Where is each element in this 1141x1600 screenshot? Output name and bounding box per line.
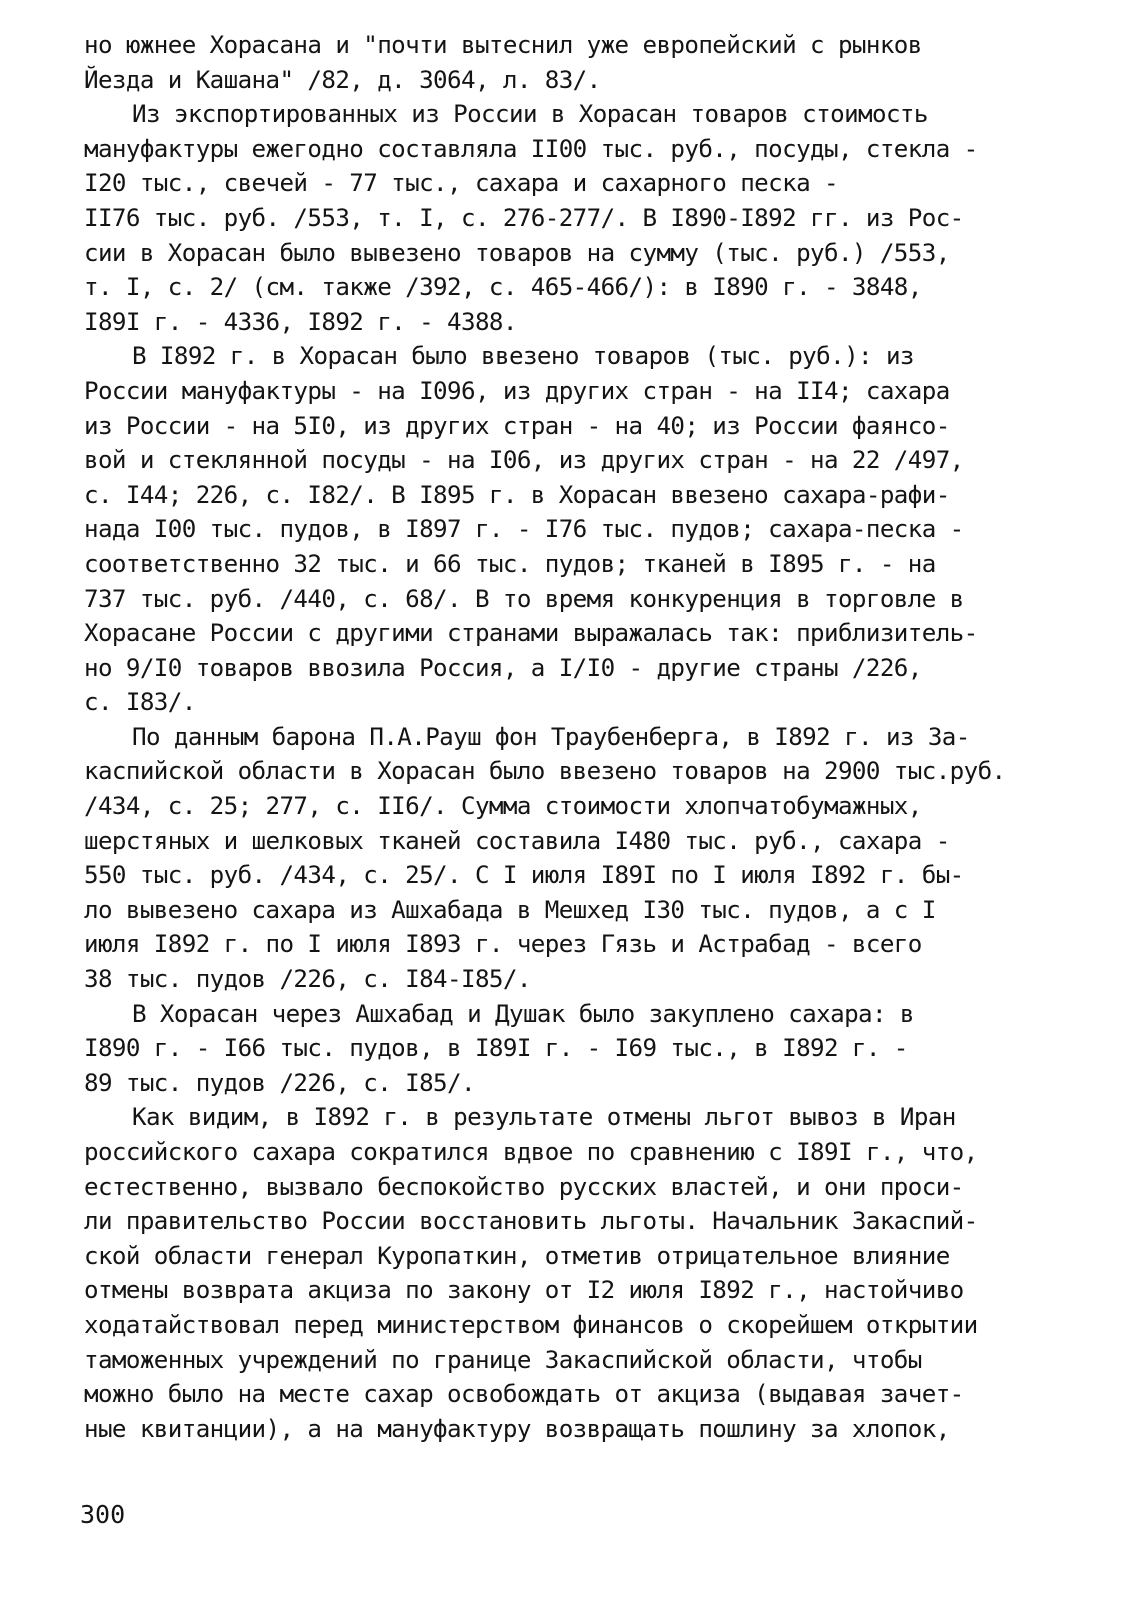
text-line: I20 тыс., свечей - 77 тыс., сахара и сахарного песка - [84, 169, 838, 198]
paragraph [84, 339, 1084, 720]
text-line: ные квитанции), а на мануфактуру возвращать пошлину за хлопок, [84, 1414, 950, 1443]
text-line: таможенных учреждений по границе Закаспийской области, чтобы [84, 1345, 922, 1374]
text-line: /434, с. 25; 277, с. II6/. Сумма стоимости хлопчатобумажных, [84, 792, 922, 821]
text-line: В Хорасан через Ашхабад и Душак было закуплено сахара: в [132, 999, 914, 1028]
text-line: шерстяных и шелковых тканей составила I480 тыс. руб., сахара - [84, 826, 950, 855]
text-line: июля I892 г. по I июля I893 г. через Гязь и Астрабад - всего [84, 930, 922, 959]
text-line: 737 тыс. руб. /440, с. 68/. В то время конкуренция в торговле в [84, 584, 964, 613]
text-line: Хорасане России с другими странами выражалась так: приблизитель- [84, 619, 978, 648]
text-line: естественно, вызвало беспокойство русских властей, и они проси- [84, 1172, 964, 1201]
text-line: соответственно 32 тыс. и 66 тыс. пудов; тканей в I895 г. - на [84, 549, 936, 578]
paragraph [84, 28, 1084, 97]
text-line: мануфактуры ежегодно составляла II00 тыс. руб., посуды, стекла - [84, 134, 978, 163]
text-line: II76 тыс. руб. /553, т. I, с. 276-277/. В I890-I892 гг. из Рос- [84, 203, 964, 232]
text-line: 89 тыс. пудов /226, с. I85/. [84, 1068, 475, 1097]
text-line: вой и стеклянной посуды - на I06, из других стран - на 22 /497, [84, 446, 964, 475]
text-line: России мануфактуры - на I096, из других стран - на II4; сахара [84, 376, 950, 405]
text-line: но южнее Хорасана и "почти вытеснил уже европейский с рынков [84, 31, 922, 59]
text-line: с. I44; 226, с. I82/. В I895 г. в Хорасан ввезено сахара-рафи- [84, 480, 950, 509]
text-line: Как видим, в I892 г. в результате отмены льгот вывоз в Иран [132, 1103, 956, 1132]
text-line: сии в Хорасан было вывезено товаров на сумму (тыс. руб.) /553, [84, 238, 950, 267]
text-line: ской области генерал Куропаткин, отметив отрицательное влияние [84, 1241, 950, 1270]
text-line: с. I83/. [84, 688, 196, 717]
text-line: I89I г. - 4336, I892 г. - 4388. [84, 307, 517, 336]
text-line: Из экспортированных из России в Хорасан товаров стоимость [132, 100, 928, 129]
document-body [84, 28, 1084, 1446]
text-line: Йезда и Кашана" /82, д. 3064, л. 83/. [84, 65, 601, 94]
paragraph [84, 1100, 1084, 1446]
paragraph [84, 97, 1084, 339]
page-number: 300 [80, 1500, 126, 1529]
paragraph [84, 720, 1084, 997]
text-line: 38 тыс. пудов /226, с. I84-I85/. [84, 965, 531, 994]
text-line: ло вывезено сахара из Ашхабада в Мешхед I30 тыс. пудов, а с I [84, 895, 936, 924]
text-line: I890 г. - I66 тыс. пудов, в I89I г. - I69 тыс., в I892 г. - [84, 1034, 908, 1063]
text-line: В I892 г. в Хорасан было ввезено товаров (тыс. руб.): из [132, 342, 914, 371]
text-line: ходатайствовал перед министерством финансов о скорейшем открытии [84, 1310, 978, 1339]
text-line: но 9/I0 товаров ввозила Россия, а I/I0 - другие страны /226, [84, 653, 922, 682]
text-line: можно было на месте сахар освобождать от акциза (выдавая зачет- [84, 1380, 964, 1409]
text-line: отмены возврата акциза по закону от I2 июля I892 г., настойчиво [84, 1276, 964, 1305]
text-line: т. I, с. 2/ (см. также /392, с. 465-466/): в I890 г. - 3848, [84, 273, 922, 302]
text-line: каспийской области в Хорасан было ввезено товаров на 2900 тыс.руб. [84, 757, 1006, 786]
text-line: По данным барона П.А.Рауш фон Траубенберга, в I892 г. из За- [132, 722, 970, 751]
paragraph [84, 997, 1084, 1101]
text-line: ли правительство России восстановить льготы. Начальник Закаспий- [84, 1207, 978, 1236]
text-line: 550 тыс. руб. /434, с. 25/. С I июля I89I по I июля I892 г. бы- [84, 861, 964, 890]
text-line: из России - на 5I0, из других стран - на 40; из России фаянсо- [84, 411, 950, 440]
text-line: нада I00 тыс. пудов, в I897 г. - I76 тыс. пудов; сахара-песка - [84, 515, 964, 544]
text-line: российского сахара сократился вдвое по сравнению с I89I г., что, [84, 1138, 978, 1166]
